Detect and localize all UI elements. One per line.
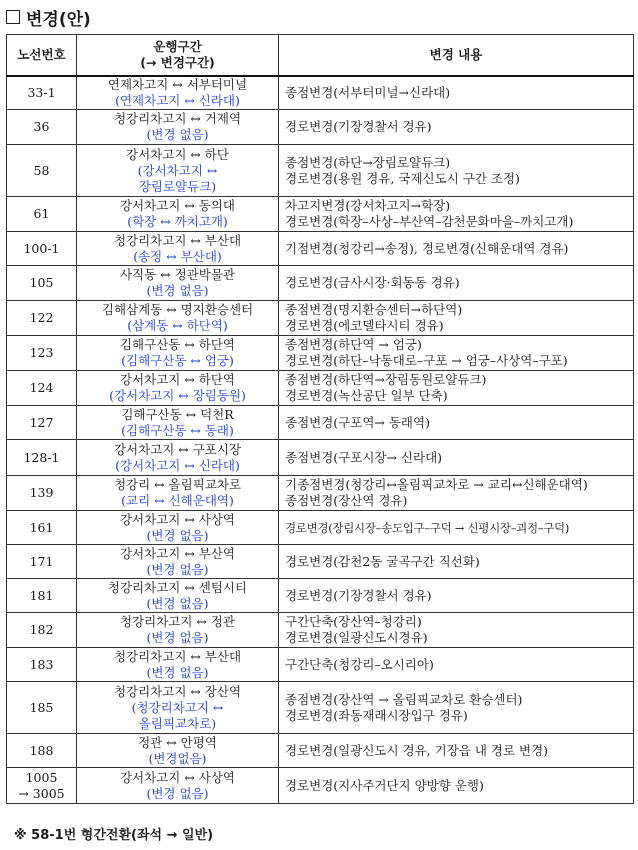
change-description: 기점변경(청강리→송정), 경로변경(신해운대역 경유) [285,240,569,256]
route-number: 188 [29,742,54,758]
change-content-cell [279,266,634,301]
footer-note: ※ 58-1번 형간전환(좌석 → 일반) [14,828,214,843]
route-number: 33-1 [27,85,56,100]
route-section-cell [77,232,279,266]
new-route: (강서차고지 ↔ 장림동원) [109,388,246,403]
header-content: 변경 내용 [279,35,634,77]
route-section-cell [77,613,279,648]
route-number-cell [7,76,77,110]
route-number: 36 [33,119,50,134]
current-route: 강서차고지 ↔ 하단 [126,146,229,162]
header-section-line2: (→ 변경구간) [140,55,215,70]
change-content-cell [279,197,634,232]
current-route: 강서차고지 ↔ 동의대 [119,198,236,213]
new-route: (강서차고지 ↔ [137,162,218,178]
header-section-line1: 운행구간 [153,39,202,54]
change-description: 경로변경(기장경찰서 경유) [285,587,432,603]
current-route: 강서차고지 ↔ 사상역 [119,511,236,527]
table-row [7,232,634,266]
current-route: 김해삼계동 ↔ 명지환승센터 [101,302,254,317]
new-route: (변경 없음) [146,785,209,801]
new-route: (변경 없음) [146,664,209,680]
change-content-cell [279,232,634,266]
change-description: 경로변경(학장–사상–부산역–감천문화마을–까치고개) [285,214,574,229]
current-route: 청강리차고지 ↔ 정관 [119,614,236,629]
checkbox-icon [6,10,20,24]
new-route: (변경 없음) [146,630,209,645]
table-row [7,545,634,579]
route-number: → 3005 [18,785,65,801]
table-row [7,440,634,476]
new-route: 장림로얄듀크) [138,178,217,194]
change-description: 종점변경(하단역→장림동원로얄듀크) [285,372,487,387]
route-section-cell [77,440,279,476]
current-route: 김해구산동 ↔ 하단역 [119,337,236,352]
table-row [7,511,634,545]
current-route: 청강리차고지 ↔ 센텀시티 [107,579,248,595]
current-route: 연제차고지 ↔ 서부터미널 [107,77,248,92]
table-body [7,76,634,804]
new-route: (학장 ↔ 까치고개) [127,214,228,229]
change-description: 경로변경(용원 경유, 국제신도시 구간 조정) [285,170,520,186]
new-route: (삼계동 ↔ 하단역) [127,318,228,333]
change-description: 경로변경(녹산공단 일부 단축) [285,388,448,403]
route-number-cell [7,682,77,734]
table-row [7,145,634,197]
change-description: 종점변경(하단→장림로얄듀크) [285,154,451,170]
table-row [7,613,634,648]
route-number-cell [7,266,77,301]
change-content-cell [279,336,634,371]
change-description: 종점변경(장산역 경유) [285,493,408,508]
section-heading [6,4,91,30]
route-number: 128-1 [23,449,60,465]
new-route: (송정 ↔ 부산대) [133,248,222,264]
change-content-cell [279,145,634,197]
table-row [7,76,634,110]
current-route: 강서차고지 ↔ 하단역 [119,372,236,387]
change-content-cell [279,110,634,145]
change-content-cell [279,440,634,476]
table-row [7,197,634,232]
new-route: (연제차고지 ↔ 신라대) [115,93,240,108]
change-description: 경로변경(금사시장·회동동 경유) [285,275,460,290]
route-number: 182 [29,622,54,637]
header-route-no: 노선번호 [7,35,77,77]
route-number-cell [7,613,77,648]
route-section-cell [77,266,279,301]
change-content-cell [279,734,634,768]
current-route: 청강리차고지 ↔ 부산대 [113,648,242,664]
new-route: 올림픽교차로) [138,715,217,731]
route-number: 181 [29,587,54,603]
table-row [7,734,634,768]
route-number-cell [7,648,77,682]
change-description: 경로변경(장림시장–송도입구–구덕 → 신평시장–괴정–구덕) [285,520,570,535]
route-number: 185 [29,699,54,715]
change-description: 종점변경(하단역 → 엄궁) [285,337,422,352]
route-number-cell [7,145,77,197]
table-row [7,371,634,406]
route-number-cell [7,232,77,266]
change-description: 경로변경(하단–낙동대로–구포 → 엄궁–사상역–구포) [285,353,568,368]
route-number-cell [7,371,77,406]
route-section-cell [77,197,279,232]
change-description: 종점변경(명지환승센터→하단역) [285,302,463,317]
change-content-cell [279,76,634,110]
change-description: 구간단축(청강리–오시리아) [285,656,434,672]
change-content-cell [279,768,634,804]
change-description: 경로변경(에코델타시티 경유) [285,318,444,333]
route-section-cell [77,371,279,406]
route-section-cell [77,734,279,768]
route-number: 122 [29,310,54,325]
route-number-cell [7,197,77,232]
route-number-cell [7,579,77,613]
header-section [77,35,279,77]
table-row [7,301,634,336]
route-number: 105 [29,275,54,290]
change-content-cell [279,476,634,511]
route-section-cell [77,110,279,145]
change-content-cell [279,511,634,545]
change-content-cell [279,682,634,734]
route-number: 139 [29,485,54,500]
new-route: (변경없음) [148,750,207,766]
route-number: 1005 [25,769,58,785]
route-number: 161 [29,519,54,535]
route-section-cell [77,511,279,545]
route-number-cell [7,406,77,440]
route-number-cell [7,336,77,371]
table-row [7,768,634,804]
route-number: 61 [33,206,50,221]
route-section-cell [77,76,279,110]
current-route: 청강리 ↔ 올림픽교차로 [113,477,242,492]
route-section-cell [77,579,279,613]
new-route: (김해구산동 ↔ 동래) [121,422,234,438]
route-number: 124 [29,380,54,395]
change-description: 경로변경(좌동재래시장입구 경유) [285,707,468,723]
route-number-cell [7,110,77,145]
change-description: 경로변경(일광신도시경유) [285,630,428,645]
change-description: 종점변경(구포역→ 동래역) [285,414,430,430]
route-section-cell [77,648,279,682]
current-route: 강서차고지 ↔ 부산역 [119,545,236,561]
new-route: (변경 없음) [146,595,209,611]
change-description: 경로변경(지사주거단지 양방향 운행) [285,777,484,793]
route-section-cell [77,406,279,440]
route-section-cell [77,476,279,511]
change-description: 경로변경(감천2동 굴곡구간 직선화) [285,553,480,569]
route-number-cell [7,440,77,476]
route-number-cell [7,734,77,768]
current-route: 김해구산동 ↔ 덕천R [121,406,234,422]
change-description: 구간단축(장산역–청강리) [285,614,422,629]
change-content-cell [279,301,634,336]
table-row [7,110,634,145]
route-section-cell [77,768,279,804]
current-route: 강서차고지 ↔ 구포시장 [113,441,242,457]
route-number-cell [7,545,77,579]
route-number: 123 [29,345,54,360]
change-description: 경로변경(기장경찰서 경유) [285,119,432,134]
route-section-cell [77,682,279,734]
current-route: 사직동 ↔ 정관박물관 [119,267,236,282]
change-content-cell [279,648,634,682]
route-section-cell [77,545,279,579]
change-description: 종점변경(장산역 → 올림픽교차로 환승센터) [285,691,523,707]
new-route: (청강리차고지 ↔ [131,699,224,715]
route-section-cell [77,301,279,336]
table-row [7,648,634,682]
change-description: 기종점변경(청강리↔올림픽교차로 → 교리↔신해운대역) [285,477,588,492]
new-route: (변경 없음) [146,561,209,577]
change-content-cell [279,545,634,579]
new-route: (김해구산동 ↔ 엄궁) [121,353,234,368]
current-route: 정관 ↔ 안평역 [138,734,217,750]
new-route: (변경 없음) [146,283,209,298]
route-number: 100-1 [23,240,60,256]
change-description: 경로변경(일광신도시 경유, 기장읍 내 경로 변경) [285,742,549,758]
route-number: 171 [29,553,54,569]
route-number-cell [7,301,77,336]
route-number: 183 [29,656,54,672]
current-route: 청강리차고지 ↔ 거제역 [113,111,242,126]
table-row [7,266,634,301]
table-header-row [7,35,634,77]
change-description: 종점변경(구포시장→ 신라대) [285,449,443,465]
change-content-cell [279,613,634,648]
new-route: (강서차고지 ↔ 신라대) [115,457,240,473]
change-content-cell [279,406,634,440]
change-description: 차고지변경(강서차고지→학장) [285,198,451,213]
route-number-cell [7,768,77,804]
table-row [7,476,634,511]
change-content-cell [279,579,634,613]
route-number-cell [7,476,77,511]
table-row [7,336,634,371]
change-content-cell [279,371,634,406]
new-route: (변경 없음) [146,527,209,543]
route-section-cell [77,145,279,197]
new-route: (변경 없음) [146,127,209,142]
current-route: 청강리차고지 ↔ 장산역 [113,683,242,699]
current-route: 청강리차고지 ↔ 부산대 [113,232,242,248]
new-route: (교리 ↔ 신해운대역) [121,493,234,508]
route-section-cell [77,336,279,371]
route-number-cell [7,511,77,545]
table-row [7,682,634,734]
current-route: 강서차고지 ↔ 사상역 [119,769,236,785]
change-description: 종점변경(서부터미널→신라대) [285,85,451,100]
route-number: 58 [33,162,50,178]
section-title: 변경(안) [26,9,91,30]
route-number: 127 [29,414,54,430]
table-row [7,406,634,440]
table-row [7,579,634,613]
route-change-table [6,34,634,804]
